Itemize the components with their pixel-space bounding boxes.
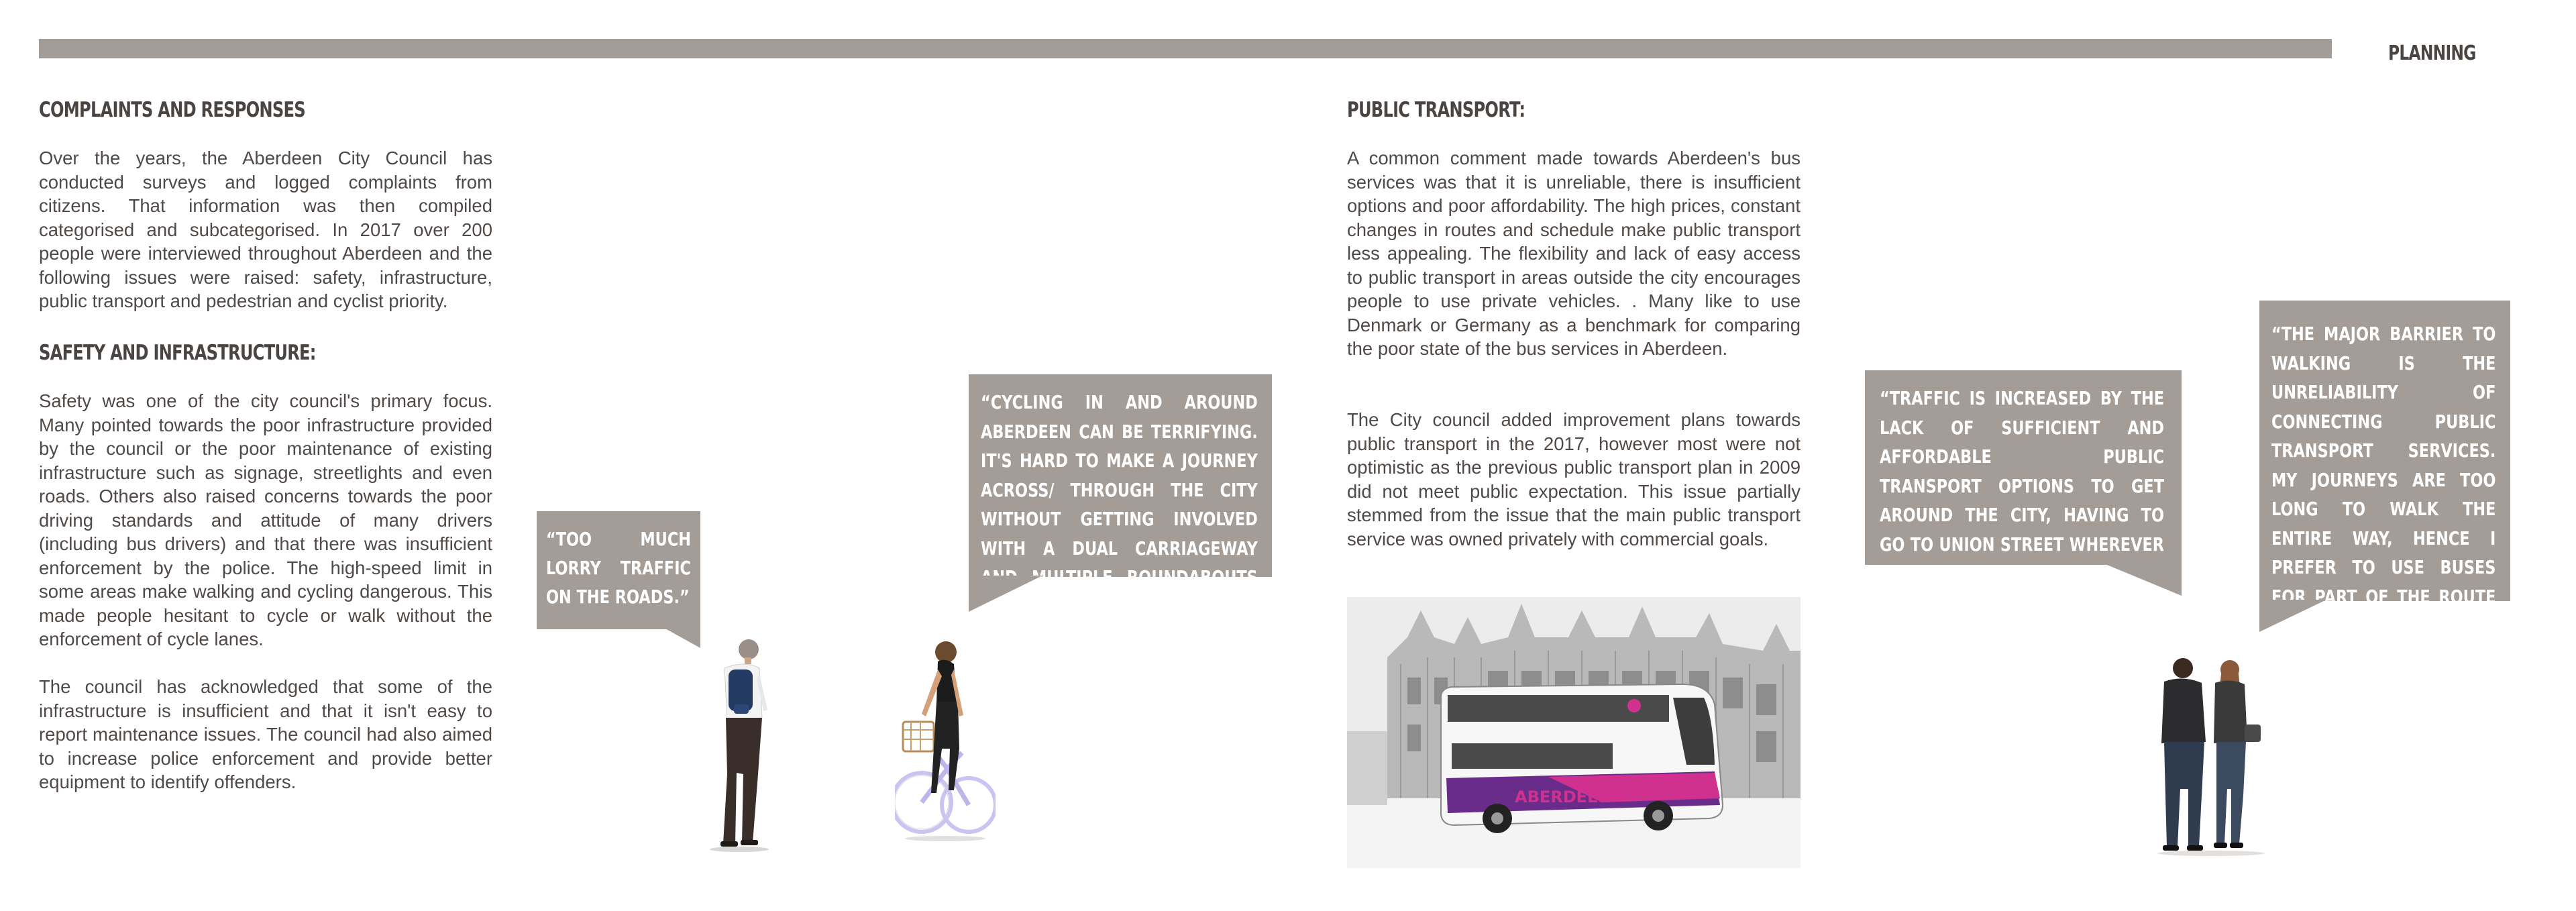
quote-walking-tail	[2259, 600, 2326, 632]
quote-walking-text: “THE MAJOR BARRIER TO WALKING IS THE UNRELIABILITY OF CONNECTING PUBLIC TRANSPORT SERVICES. MY JOURNEYS ARE TOO LONG TO WALK THE ENTIRE WAY, HENCE I PREFER TO USE BUSES FOR PART OF THE ROUTE AND WALK THE REST.”	[2271, 323, 2496, 637]
bus-photo	[1347, 597, 1801, 868]
safety-heading: SAFETY AND INFRASTRUCTURE:	[39, 341, 316, 365]
header-bar	[39, 39, 2332, 58]
walking-couple-figure	[2144, 655, 2278, 856]
quote-cycling-tail	[969, 576, 1042, 612]
complaints-heading: COMPLAINTS AND RESPONSES	[39, 98, 305, 122]
cyclist-figure	[895, 635, 996, 843]
quote-bubble-lorry	[537, 511, 700, 629]
bus-livery-text: ABERDEEN	[1515, 788, 1612, 806]
quote-traffic-text: “TRAFFIC IS INCREASED BY THE LACK OF SUFFICIENT AND AFFORDABLE PUBLIC TRANSPORT OPTIONS TO GET AROUND THE CITY, HAVING TO GO TO UNION STREET WHEREVER YOU INTEND TO TRAVEL IS NOT A VIABLE OPTION.”	[1880, 387, 2164, 614]
complaints-body: Over the years, the Aberdeen City Council has conducted surveys and logged complaints from citizens. That information was then compiled categorised and subcategorised. In 2017 over 200 people were interviewed throughout Aberdeen and the following issues were raised: safety, infrastructure, public transport and pedestrian and cyclist priority.	[39, 148, 492, 311]
quote-bubble-cycling	[969, 374, 1272, 618]
safety-body-2: The council has acknowledged that some of the infrastructure is insufficient and that it isn't easy to report maintenance issues. The council had also aimed to increase police enforcement and provide better equipment to identify offenders.	[39, 676, 492, 792]
quote-lorry-text: “TOO MUCH LORRY TRAFFIC ON THE ROADS.”	[546, 528, 691, 608]
quote-bubble-traffic	[1865, 370, 2182, 614]
public-transport-body-1: A common comment made towards Aberdeen's bus services was that it is unreliable, there is insufficient options and poor affordability. The high prices, constant changes in routes and schedule make public transport less appealing. The flexibility and lack of easy access to public transport in areas outside the city encourages people to use private vehicles. . Many like to use Denmark or Germany as a benchmark for comparing the poor state of the bus services in Aberdeen.	[1347, 148, 1801, 359]
bus	[1441, 684, 1723, 833]
quote-traffic-tail	[2104, 564, 2182, 596]
quote-bubble-walking	[2259, 301, 2510, 637]
public-transport-heading: PUBLIC TRANSPORT:	[1347, 98, 1525, 122]
safety-body-1: Safety was one of the city council's primary focus. Many pointed towards the poor infrastructure provided by the council or the poor maintenance of existing infrastructure such as signage, streetlights and even roads. Others also raised concerns towards the poor driving standards and attitude of many drivers (including bus drivers) and that there was insufficient enforcement by the police. The high-speed limit in some areas make walking and cycling dangerous. This made people hesitant to cycle or walk without the enforcement of cycle lanes.	[39, 390, 492, 649]
public-transport-body-2: The City council added improvement plans towards public transport in the 2017, however most were not optimistic as the previous public transport plan in 2009 did not meet public expectation. This issue partially stemmed from the issue that the main public transport service was owned privately with commercial goals.	[1347, 409, 1801, 549]
quote-lorry-tail	[664, 628, 700, 648]
section-label: PLANNING	[2388, 42, 2476, 65]
quote-cycling-text: “CYCLING IN AND AROUND ABERDEEN CAN BE TERRIFYING. IT'S HARD TO MAKE A JOURNEY ACROSS/ THROUGH THE CITY WITHOUT GETTING INVOLVED WITH A DUAL CARRIAGEWAY AND MULTIPLE ROUNDABOUTS AT SOME POINT.”	[981, 391, 1258, 618]
pedestrian-backpack-figure	[698, 631, 778, 852]
